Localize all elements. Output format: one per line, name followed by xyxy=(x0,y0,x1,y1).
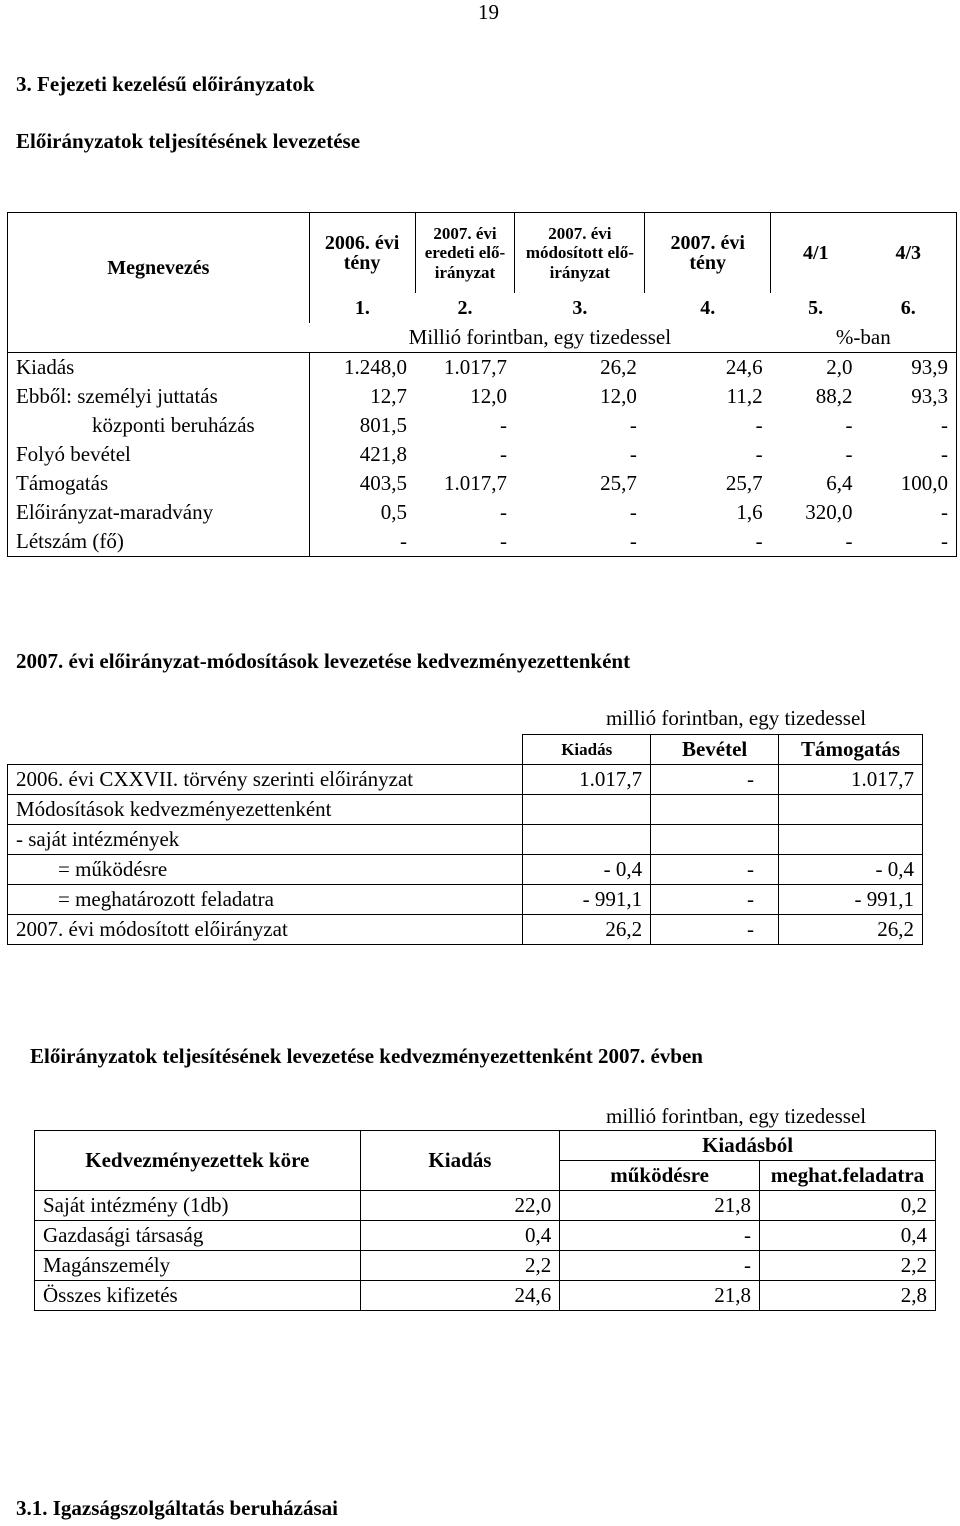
header-bevetel: Bevétel xyxy=(651,735,779,765)
header-c3: 2007. évi módosított elő-irányzat xyxy=(515,213,645,294)
table-row xyxy=(35,1251,936,1281)
cell-value: 1.017,7 xyxy=(779,765,923,795)
table-row xyxy=(8,382,957,411)
cell-value: 12,7 xyxy=(370,384,408,408)
row-label: központi beruházás xyxy=(8,411,310,440)
cell-value: 25,7 xyxy=(725,471,763,495)
header-tamogatas: Támogatás xyxy=(779,735,923,765)
cell-value: - xyxy=(861,498,957,527)
cell-value: - xyxy=(499,442,507,466)
col-number: 2. xyxy=(457,297,473,320)
cell-value: - 991,1 xyxy=(523,885,651,915)
cell-value: - xyxy=(560,1221,760,1251)
col-number: 1. xyxy=(354,297,370,320)
cell-value: 0,5 xyxy=(380,500,408,524)
cell-value: 1.017,7 xyxy=(415,353,515,383)
cell-value: - xyxy=(651,855,779,885)
cell-value: - 991,1 xyxy=(779,885,923,915)
cell-value: 421,8 xyxy=(359,442,408,466)
table-row xyxy=(8,855,923,885)
cell-value: - xyxy=(651,765,779,795)
table-row xyxy=(8,411,957,440)
cell-value: 6,4 xyxy=(826,471,853,495)
table-row xyxy=(8,915,923,945)
header-c1: 2006. évi tény xyxy=(309,213,415,294)
cell-value: 21,8 xyxy=(560,1191,760,1221)
cell-value: 320,0 xyxy=(805,500,853,524)
cell-value xyxy=(651,825,779,855)
cell-value: - xyxy=(499,500,507,524)
col-number: 4. xyxy=(700,297,716,320)
header-name: Megnevezés xyxy=(8,213,310,324)
cell-value: 21,8 xyxy=(560,1281,760,1311)
row-label: Magánszemély xyxy=(35,1251,361,1281)
row-label: = működésre xyxy=(8,855,523,885)
table-row xyxy=(35,1191,936,1221)
cell-value: - xyxy=(499,413,507,437)
cell-value: 24,6 xyxy=(360,1281,560,1311)
row-label: 2006. évi CXXVII. törvény szerinti előirányzat xyxy=(8,765,523,795)
cell-value: 25,7 xyxy=(600,471,637,495)
footer-heading: 3.1. Igazságszolgáltatás beruházásai xyxy=(16,1496,338,1520)
cell-value: - xyxy=(560,1251,760,1281)
beneficiaries-table xyxy=(34,1130,936,1311)
cell-value: 11,2 xyxy=(726,384,763,408)
cell-value: 1.017,7 xyxy=(443,471,507,495)
table-row xyxy=(35,1221,936,1251)
cell-value: 93,3 xyxy=(861,382,957,411)
unit-2: millió forintban, egy tizedessel xyxy=(606,706,867,730)
row-label: Saját intézmény (1db) xyxy=(35,1191,361,1221)
cell-value: 801,5 xyxy=(359,413,408,437)
cell-value: - xyxy=(651,915,779,945)
cell-value: 0,2 xyxy=(760,1191,936,1221)
header-kor: Kedvezményezettek köre xyxy=(35,1131,361,1191)
cell-value: 1,6 xyxy=(736,500,763,524)
cell-value: 88,2 xyxy=(815,384,853,408)
table-row xyxy=(35,1281,936,1311)
unit-right: %-ban xyxy=(771,323,957,353)
cell-value xyxy=(651,795,779,825)
col-number: 3. xyxy=(572,297,588,320)
cell-value: - xyxy=(415,527,515,557)
header-kiadasbol: Kiadásból xyxy=(560,1131,936,1161)
row-label: Kiadás xyxy=(8,353,310,383)
cell-value: 2,8 xyxy=(760,1281,936,1311)
cell-value: 2,2 xyxy=(360,1251,560,1281)
cell-value: 403,5 xyxy=(359,471,408,495)
heading-2: 2007. évi előirányzat-módosítások levezetése kedvezményezettenként xyxy=(16,649,631,673)
cell-value: - xyxy=(845,442,853,466)
row-label: Folyó bevétel xyxy=(8,440,310,469)
cell-value: 0,4 xyxy=(760,1221,936,1251)
unit-left: Millió forintban, egy tizedessel xyxy=(408,325,672,349)
header-kiadas: Kiadás xyxy=(523,735,651,765)
table-row xyxy=(8,498,957,527)
cell-value: 1.017,7 xyxy=(523,765,651,795)
cell-value: - xyxy=(515,527,645,557)
cell-value: - xyxy=(629,442,637,466)
cell-value: 26,2 xyxy=(779,915,923,945)
col-number: 5. xyxy=(808,297,824,320)
cell-value: 22,0 xyxy=(360,1191,560,1221)
cell-value: - 0,4 xyxy=(779,855,923,885)
cell-value: 24,6 xyxy=(645,353,771,383)
table-row xyxy=(8,795,923,825)
row-label: Előirányzat-maradvány xyxy=(8,498,310,527)
row-label: Módosítások kedvezményezettenként xyxy=(8,795,523,825)
row-label: Ebből: személyi juttatás xyxy=(8,382,310,411)
modifications-table xyxy=(7,734,923,945)
header-meghat: meghat.feladatra xyxy=(760,1161,936,1191)
cell-value xyxy=(523,795,651,825)
cell-value: - 0,4 xyxy=(523,855,651,885)
table-row xyxy=(8,765,923,795)
cell-value: 2,2 xyxy=(760,1251,936,1281)
appropriations-table xyxy=(7,212,957,557)
row-label: Támogatás xyxy=(8,469,310,498)
cell-value: - xyxy=(629,413,637,437)
row-label: - saját intézmények xyxy=(8,825,523,855)
table-row xyxy=(8,825,923,855)
section-title: 3. Fejezeti kezelésű előirányzatok xyxy=(16,72,315,96)
cell-value: 100,0 xyxy=(861,469,957,498)
cell-value xyxy=(523,825,651,855)
cell-value: - xyxy=(645,527,771,557)
cell-value: - xyxy=(629,500,637,524)
page-number: 19 xyxy=(478,0,499,24)
table-row xyxy=(8,469,957,498)
cell-value: - xyxy=(861,440,957,469)
header-kiadas: Kiadás xyxy=(360,1131,560,1191)
row-label: = meghatározott feladatra xyxy=(8,885,523,915)
cell-value: - xyxy=(309,527,415,557)
cell-value: 12,0 xyxy=(470,384,507,408)
unit-3: millió forintban, egy tizedessel xyxy=(606,1104,867,1128)
table-row xyxy=(8,440,957,469)
header-c4: 2007. évi tény xyxy=(645,213,771,294)
cell-value: 0,4 xyxy=(360,1221,560,1251)
row-label: Gazdasági társaság xyxy=(35,1221,361,1251)
cell-value xyxy=(779,795,923,825)
col-number: 6. xyxy=(861,293,957,323)
cell-value: - xyxy=(845,413,853,437)
table-row xyxy=(8,353,957,383)
header-mukodesre: működésre xyxy=(560,1161,760,1191)
cell-value: - xyxy=(771,527,861,557)
subtitle: Előirányzatok teljesítésének levezetése xyxy=(16,129,361,153)
row-label: Összes kifizetés xyxy=(35,1281,361,1311)
header-c6: 4/3 xyxy=(861,213,957,294)
table-row xyxy=(8,885,923,915)
cell-value: - xyxy=(861,411,957,440)
cell-value xyxy=(779,825,923,855)
heading-3: Előirányzatok teljesítésének levezetése kedvezményezettenként 2007. évben xyxy=(30,1044,703,1068)
cell-value: 12,0 xyxy=(600,384,637,408)
row-label: 2007. évi módosított előirányzat xyxy=(8,915,523,945)
cell-value: 93,9 xyxy=(861,353,957,383)
cell-value: - xyxy=(755,413,763,437)
cell-value: 26,2 xyxy=(515,353,645,383)
cell-value: 2,0 xyxy=(771,353,861,383)
header-c2: 2007. évi eredeti elő-irányzat xyxy=(415,213,515,294)
table-row xyxy=(8,527,957,557)
cell-value: 1.248,0 xyxy=(309,353,415,383)
cell-value: - xyxy=(755,442,763,466)
cell-value: 26,2 xyxy=(523,915,651,945)
row-label: Létszám (fő) xyxy=(8,527,310,557)
cell-value: - xyxy=(861,527,957,557)
header-c5: 4/1 xyxy=(771,213,861,294)
cell-value: - xyxy=(651,885,779,915)
